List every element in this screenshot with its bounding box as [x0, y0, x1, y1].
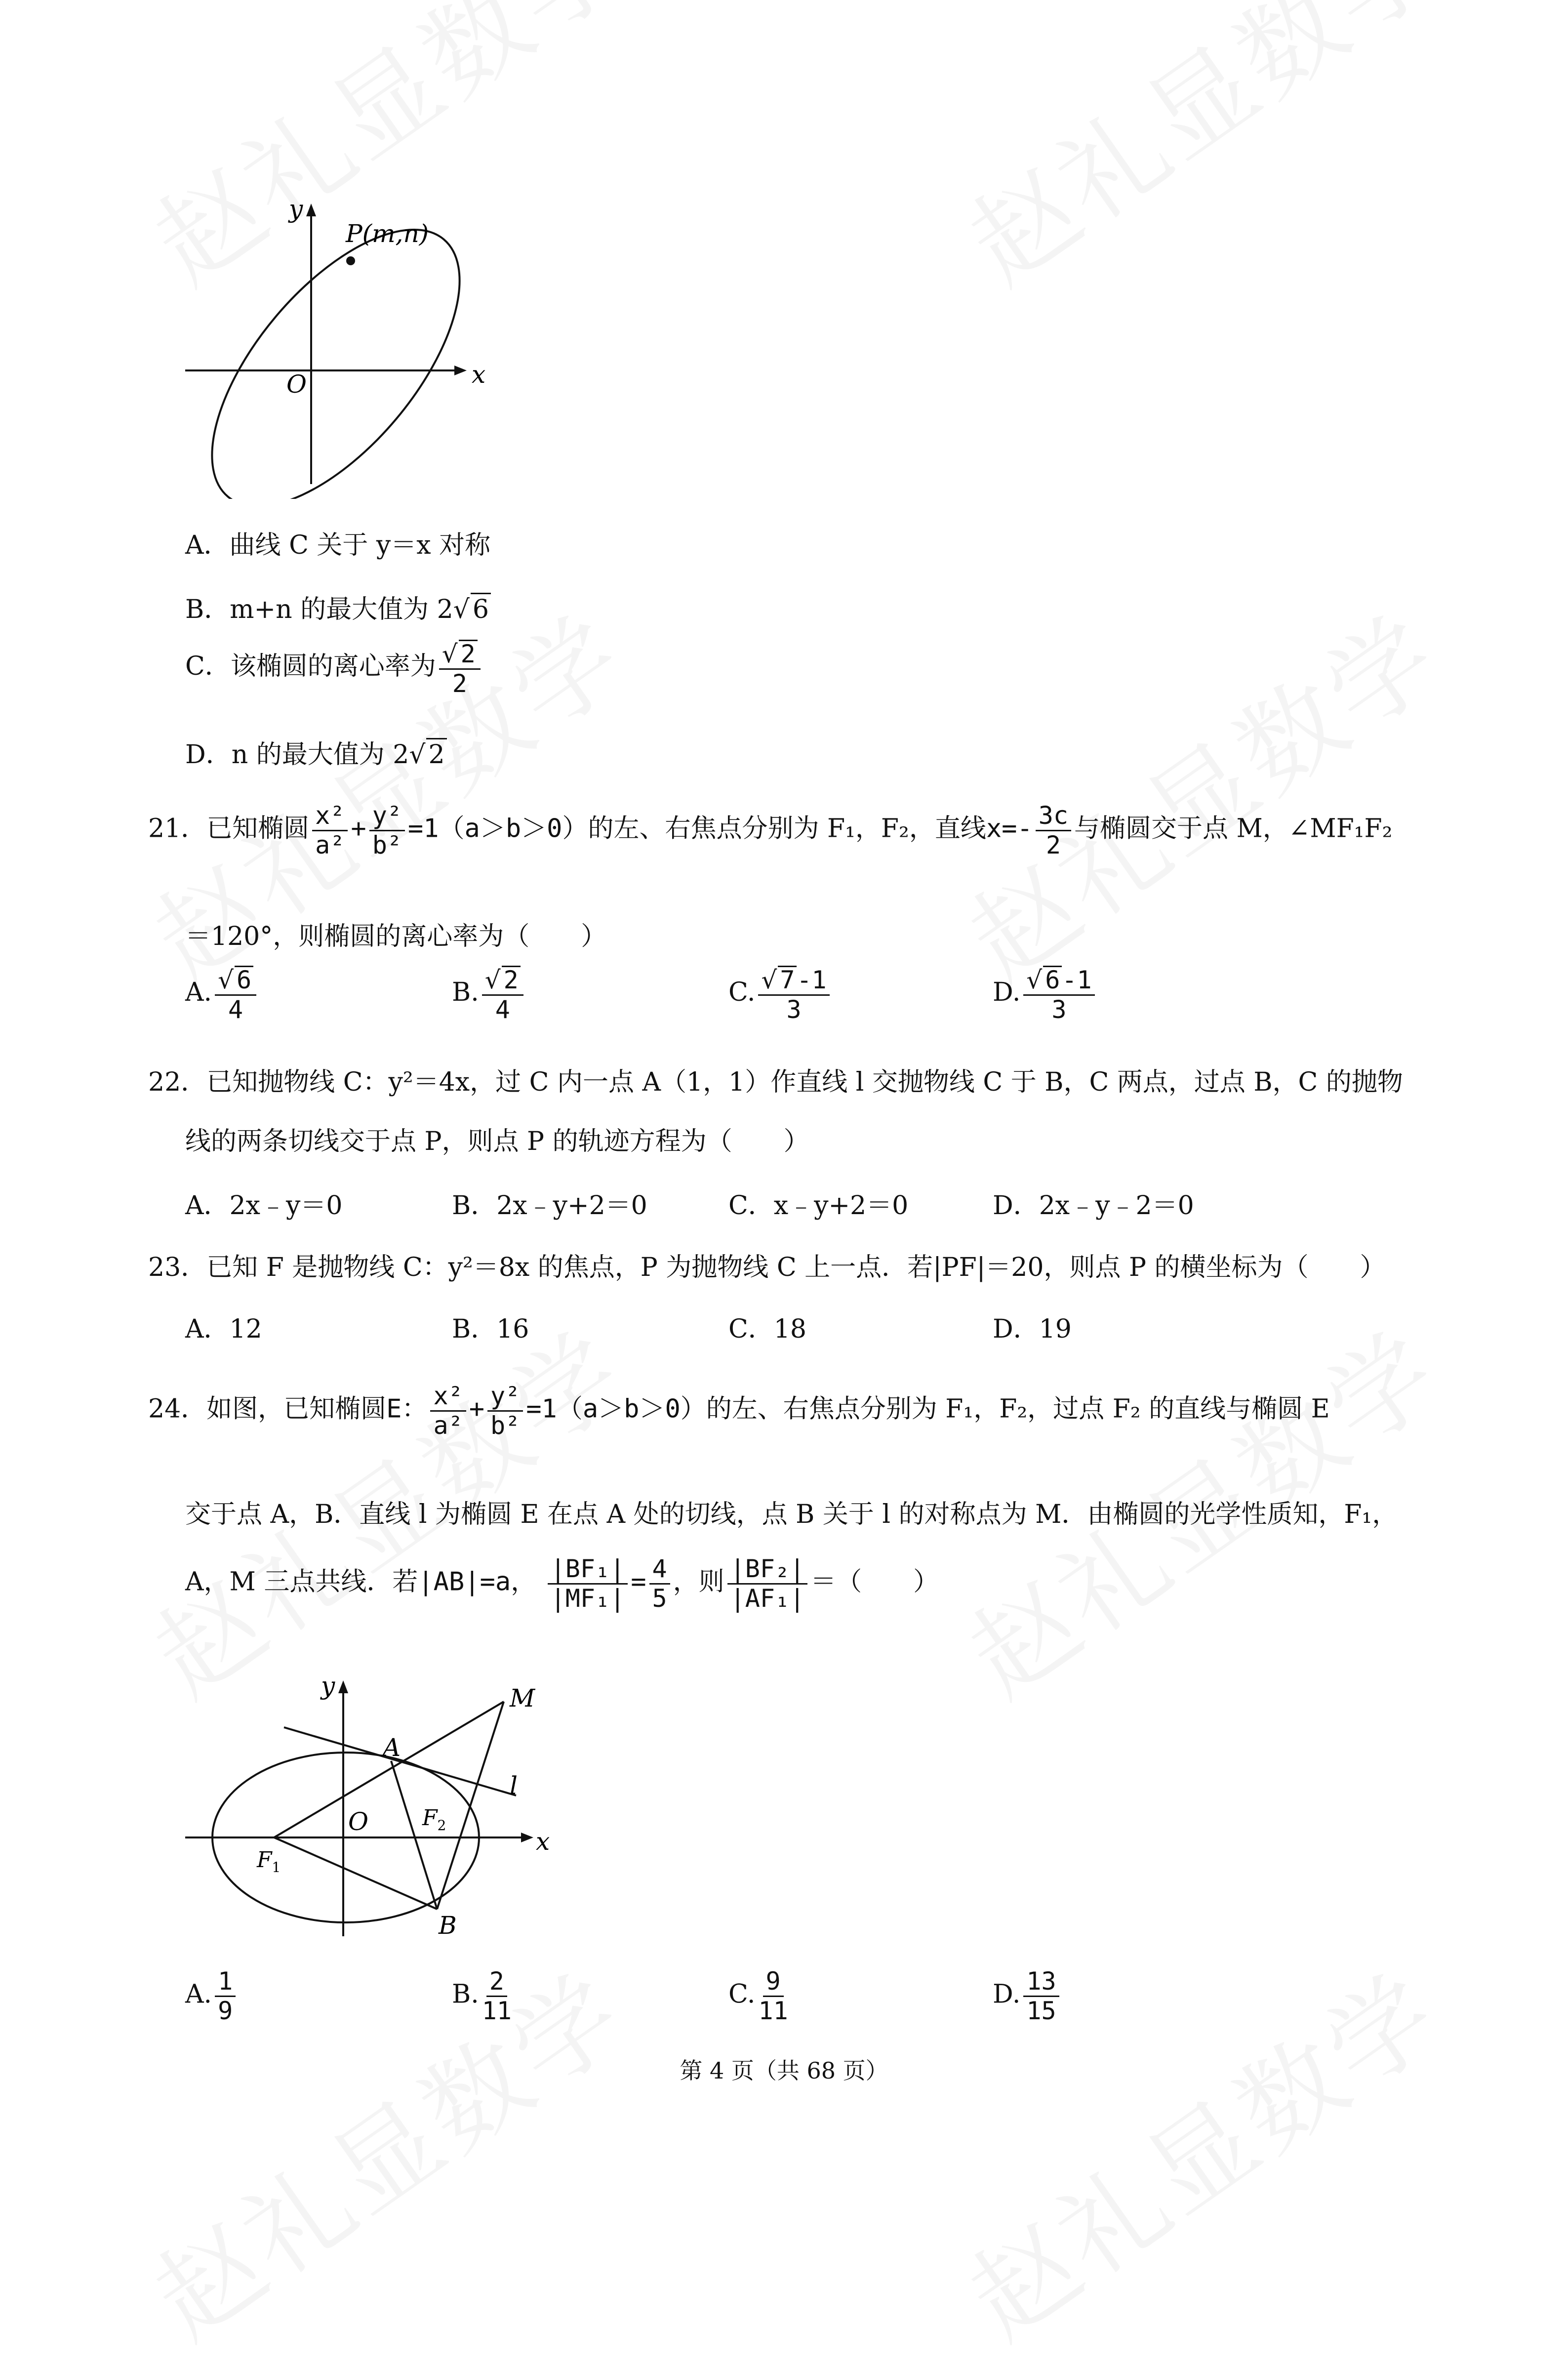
- label-b: B: [439, 1911, 457, 1940]
- q23-option-b: B．16: [452, 1314, 529, 1344]
- q22-option-c: C．x﹣y+2＝0: [728, 1191, 909, 1221]
- page-footer: 第 4 页（共 68 页）: [680, 2057, 888, 2084]
- y-label: y: [289, 195, 303, 223]
- q24-stem-line2: 交于点 A，B．直线 l 为椭圆 E 在点 A 处的切线，点 B 关于 l 的对称点为 M．由椭圆的光学性质知，F₁，: [185, 1500, 1398, 1529]
- segment-f1-m: [274, 1702, 504, 1837]
- figure-ellipse-tilted: [178, 193, 494, 499]
- q21-option-d: D. $\frac{√ 6-1}{3}$: [993, 966, 1098, 1022]
- y-axis-arrow: [338, 1680, 348, 1693]
- label-m: M: [510, 1684, 535, 1713]
- q23-stem: 23．已知 F 是抛物线 C：y²＝8x 的焦点，P 为抛物线 C 上一点．若|PF|＝20，则点 P 的横坐标为（ ）: [148, 1253, 1386, 1282]
- label-a: A: [383, 1733, 401, 1762]
- y-axis-arrow: [306, 204, 316, 216]
- ellipse-curve: [178, 193, 494, 499]
- q24-stem: 24．如图，已知椭圆E： $\frac{\text{x²}}{\text{a²}}$ + $\frac{\text{y²}}{\text{b²}}$ =1（a＞b＞0）的左、右焦点分别为 F₁，F₂，过点 F₂ 的直线与椭圆 E: [148, 1382, 1330, 1440]
- q24-stem-line3: A，M 三点共线．若|AB|=a， $\frac{\text{|BF₁|}}{\text{|MF₁|}}$ = $\frac{4}{5}$ ，则 $\frac{\text{|BF₂|}}{\text{|AF₁|}}$ ＝（ ）: [185, 1554, 939, 1613]
- point-p-label: P(m,n): [346, 219, 429, 248]
- q23-option-c: C．18: [728, 1314, 806, 1344]
- q22-option-b: B．2x﹣y+2＝0: [452, 1191, 647, 1221]
- q21-stem: 21．已知椭圆 $\frac{\text{x²}}{\text{a²}}$ + $\frac{\text{y²}}{\text{b²}}$ =1（a＞b＞0）的左、右焦点分别为 F₁，F₂，直线x=- $\frac{3c}{2}$ 与椭圆交于点 M，∠MF₁F₂: [148, 801, 1393, 859]
- figure-ellipse-focal: [178, 1670, 563, 1946]
- q21-option-b: B. $\frac{√ 2}{4}$: [452, 966, 526, 1022]
- q24-option-c: C. $\frac{9}{11}$: [728, 1967, 788, 2025]
- label-f2: $F_2$: [422, 1805, 446, 1834]
- q20-option-d: D．n 的最大值为 2√ 2: [185, 738, 447, 770]
- q20-option-a: A．曲线 C 关于 y＝x 对称: [185, 530, 491, 560]
- q20-option-b: B．m+n 的最大值为 2√ 6: [185, 593, 491, 625]
- x-label: x: [536, 1827, 550, 1856]
- q23-option-d: D．19: [993, 1314, 1072, 1344]
- segment-b-m: [437, 1702, 504, 1909]
- point-p: [346, 256, 355, 265]
- q24-option-b: B. $\frac{2}{11}$: [452, 1967, 512, 2025]
- y-label: y: [321, 1672, 335, 1700]
- q21-option-a: A. $\frac{√ 6}{4}$: [185, 966, 259, 1022]
- watermark: [935, 0, 1465, 311]
- x-label: x: [472, 360, 486, 389]
- segment-a-b: [391, 1761, 437, 1909]
- q21-option-c: C. $\frac{√ 7-1}{3}$: [728, 966, 833, 1022]
- q21-stem-line2: ＝120°，则椭圆的离心率为（ ）: [185, 922, 607, 951]
- label-f1: $F_1$: [257, 1847, 281, 1876]
- q23-option-a: A．12: [185, 1314, 262, 1344]
- origin-label: O: [286, 370, 307, 399]
- label-l: l: [510, 1771, 518, 1800]
- x-axis-arrow: [521, 1833, 533, 1842]
- q22-stem-line1: 22．已知抛物线 C：y²＝4x，过 C 内一点 A（1，1）作直线 l 交抛物线 C 于 B，C 两点，过点 B，C 的抛物: [148, 1067, 1403, 1097]
- q24-option-a: A. $\frac{1}{9}$: [185, 1968, 239, 2024]
- q24-option-d: D. $\frac{13}{15}$: [993, 1968, 1062, 2024]
- watermark: [935, 574, 1465, 1008]
- origin-label: O: [348, 1807, 368, 1836]
- q22-option-a: A．2x﹣y＝0: [185, 1191, 343, 1221]
- q22-stem-line2: 线的两条切线交于点 P，则点 P 的轨迹方程为（ ）: [185, 1127, 809, 1156]
- x-axis-arrow: [454, 366, 467, 375]
- segment-f1-b: [274, 1837, 437, 1909]
- q20-option-c: C．该椭圆的离心率为 $\frac{√ 2}{2}$: [185, 640, 483, 696]
- q22-option-d: D．2x﹣y﹣2＝0: [993, 1191, 1194, 1221]
